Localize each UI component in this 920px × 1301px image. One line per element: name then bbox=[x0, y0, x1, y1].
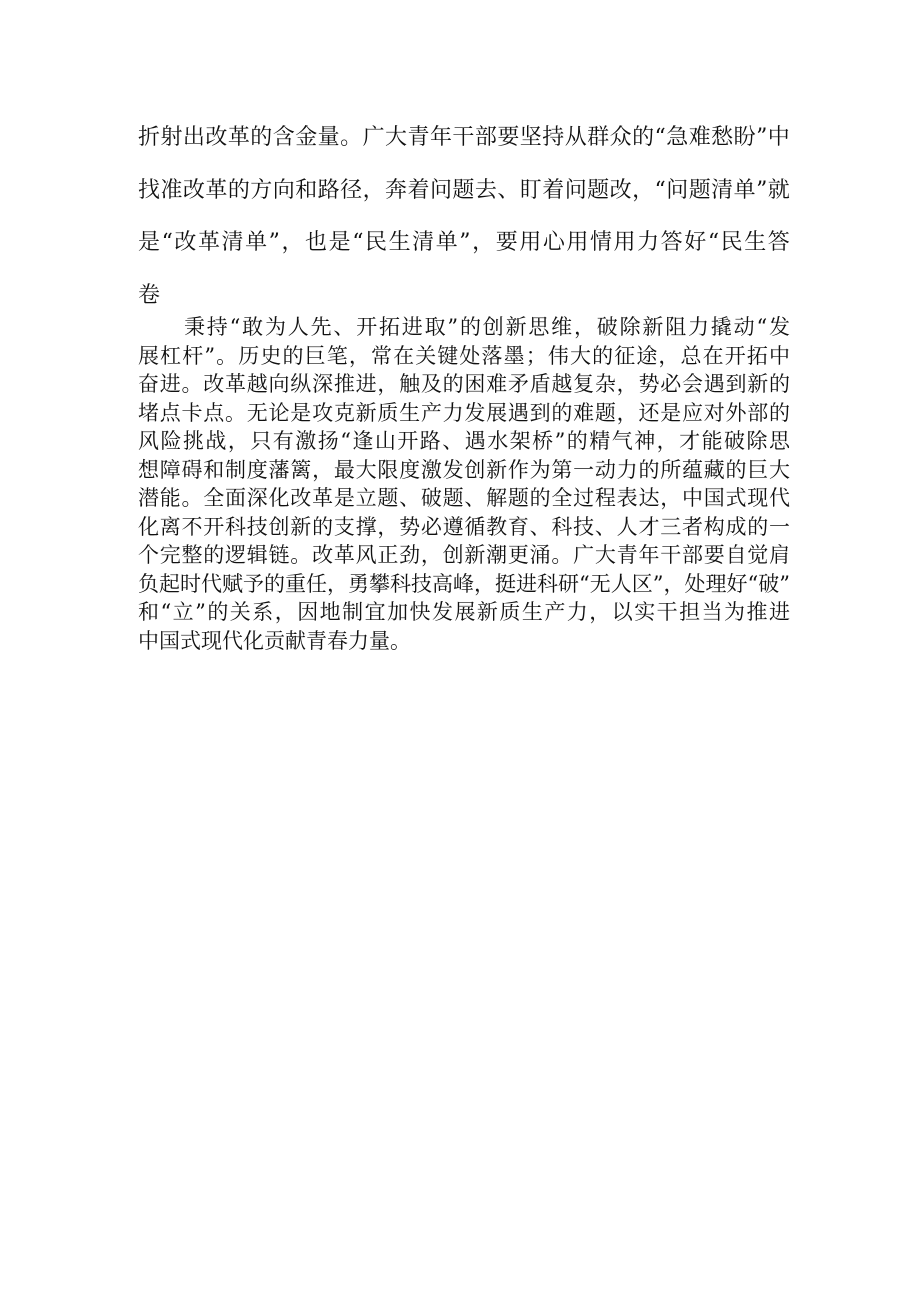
paragraph-reform-problem-list bbox=[138, 112, 790, 322]
paragraph-line: 中国式现代化贡献青春力量。 bbox=[138, 628, 411, 653]
paragraph-line: 折射出改革的含金量。广大青年干部要坚持从群众的“急难愁盼”中 bbox=[138, 125, 790, 150]
paragraph-line: 秉持“敢为人先、开拓进取”的创新思维，破除新阻力撬动“发 bbox=[184, 315, 790, 339]
paragraph-line: 负起时代赋予的重任，勇攀科技高峰，挺进科研“无人区”，处理好“破” bbox=[138, 571, 790, 596]
paragraph-line: 想障碍和制度藩篱，最大限度激发创新作为第一动力的所蕴藏的巨大 bbox=[138, 457, 790, 482]
paragraph-line: 风险挑战，只有激扬“逢山开路、遇水架桥”的精气神，才能破除思 bbox=[138, 429, 790, 453]
paragraph-line: 是“改革清单”，也是“民生清单”，要用心用情用力答好“民生答 bbox=[138, 230, 790, 255]
paragraph-line: 卷 bbox=[138, 282, 161, 308]
paragraph-line: 找准改革的方向和路径，奔着问题去、盯着问题改，“问题清单”就 bbox=[138, 177, 790, 203]
paragraph-line: 化离不开科技创新的支撑，势必遵循教育、科技、人才三者构成的一 bbox=[138, 514, 790, 539]
paragraph-line: 和“立”的关系，因地制宜加快发展新质生产力，以实干担当为推进 bbox=[138, 600, 790, 624]
paragraph-line: 展杠杆”。历史的巨笔，常在关键处落墨；伟大的征途，总在开拓中 bbox=[138, 343, 790, 368]
paragraph-line: 堵点卡点。无论是攻克新质生产力发展遇到的难题，还是应对外部的 bbox=[138, 400, 790, 425]
paragraph-line: 奋进。改革越向纵深推进，触及的困难矛盾越复杂，势必会遇到新的 bbox=[138, 372, 790, 396]
paragraph-line: 个完整的逻辑链。改革风正劲，创新潮更涌。广大青年干部要自觉肩 bbox=[138, 543, 790, 567]
paragraph-innovation-thinking bbox=[138, 313, 790, 655]
paragraph-line: 潜能。全面深化改革是立题、破题、解题的全过程表达，中国式现代 bbox=[138, 486, 790, 510]
